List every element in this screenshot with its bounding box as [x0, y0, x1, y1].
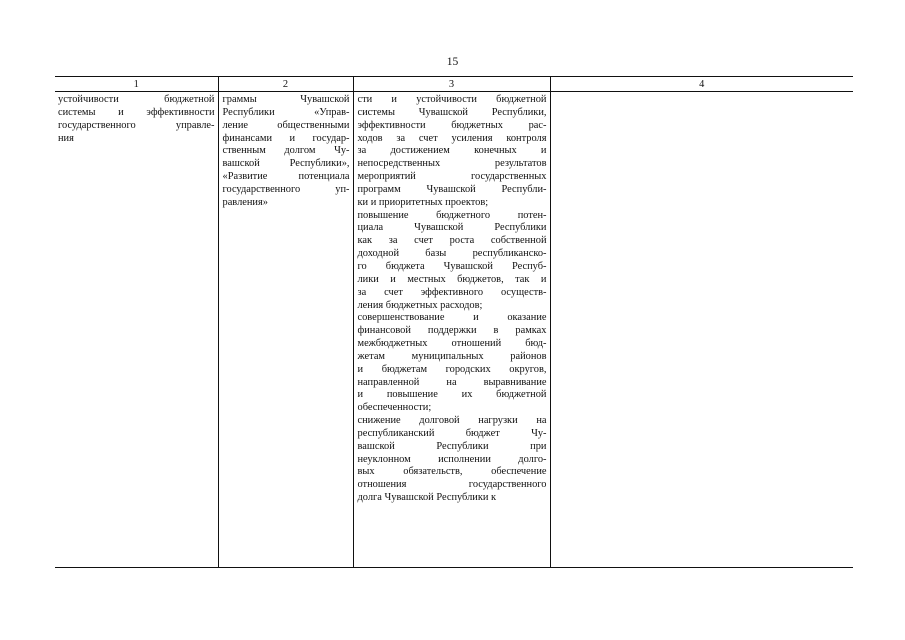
cell-line: лики и местных бюджетов, так и	[357, 273, 547, 285]
cell-line: за счет эффективного осуществ-	[357, 286, 547, 298]
document-table	[55, 76, 853, 568]
cell-line: повышение бюджетного потен-	[357, 209, 547, 221]
cell-line: равления»	[222, 196, 268, 208]
cell-line: го бюджета Чувашской Респуб-	[357, 260, 547, 272]
cell-line: отношения государственного	[357, 479, 547, 491]
cell-line: ления бюджетных расходов;	[357, 299, 483, 311]
cell-line: программ Чувашской Республи-	[357, 183, 547, 195]
cell-col4	[550, 92, 853, 568]
cell-line: вашской Республики при	[357, 440, 547, 452]
cell-line: направленной на выравнивание	[357, 376, 547, 388]
cell-program-text	[223, 94, 350, 210]
cell-line: эффективности бюджетных рас-	[357, 119, 547, 131]
cell-line: мероприятий государственных	[357, 171, 547, 183]
column-header-1: 1	[55, 77, 218, 92]
cell-line: устойчивости бюджетной	[58, 94, 215, 105]
cell-line: граммы Чувашской	[222, 94, 350, 105]
cell-line: ходов за счет усиления контроля	[357, 132, 547, 144]
cell-line: ки и приоритетных проектов;	[357, 196, 489, 208]
cell-line: межбюджетных отношений бюд-	[357, 338, 547, 350]
cell-line: финансами и государ-	[222, 132, 350, 144]
cell-line: сти и устойчивости бюджетной	[357, 94, 547, 105]
cell-line: вашской Республики»,	[222, 158, 350, 170]
cell-line: обеспеченности;	[357, 402, 432, 414]
cell-line: ление общественными	[222, 119, 350, 131]
cell-line: ственным долгом Чу-	[222, 145, 350, 157]
cell-line: республиканский бюджет Чу-	[357, 427, 547, 439]
cell-line: системы и эффективности	[58, 106, 215, 118]
cell-line: снижение долговой нагрузки на	[357, 415, 547, 427]
cell-line: непосредственных результатов	[357, 158, 547, 170]
cell-line: государственного уп-	[222, 183, 350, 195]
cell-line: за достижением конечных и	[357, 145, 547, 157]
column-header-3: 3	[353, 77, 550, 92]
cell-line: и повышение их бюджетной	[357, 389, 547, 401]
cell-line: системы Чувашской Республики,	[357, 106, 547, 118]
cell-line: государственного управле-	[58, 119, 215, 131]
cell-line: и бюджетам городских округов,	[357, 363, 547, 375]
column-header-2: 2	[218, 77, 353, 92]
table-row	[55, 92, 853, 568]
page-number: 15	[446, 56, 459, 68]
table-header-row	[55, 77, 853, 92]
cell-line: доходной базы республиканско-	[357, 248, 547, 260]
cell-line: вых обязательств, обеспечение	[357, 466, 547, 478]
cell-goal-text	[58, 94, 215, 145]
cell-line: жетам муниципальных районов	[357, 350, 547, 362]
cell-line: как за счет роста собственной	[357, 235, 547, 247]
cell-line: совершенствование и оказание	[357, 312, 547, 324]
cell-goal	[55, 92, 218, 568]
cell-line: Республики «Управ-	[222, 106, 350, 118]
cell-tasks-text	[358, 94, 547, 505]
cell-line: «Развитие потенциала	[222, 171, 350, 183]
cell-line: долга Чувашской Республики к	[357, 492, 497, 504]
cell-line: ния	[58, 132, 74, 144]
cell-program	[218, 92, 353, 568]
cell-line: циала Чувашской Республики	[357, 222, 547, 234]
cell-line: финансовой поддержки в рамках	[357, 325, 547, 337]
cell-tasks	[353, 92, 550, 568]
cell-line: неуклонном исполнении долго-	[357, 453, 547, 465]
column-header-4: 4	[550, 77, 853, 92]
